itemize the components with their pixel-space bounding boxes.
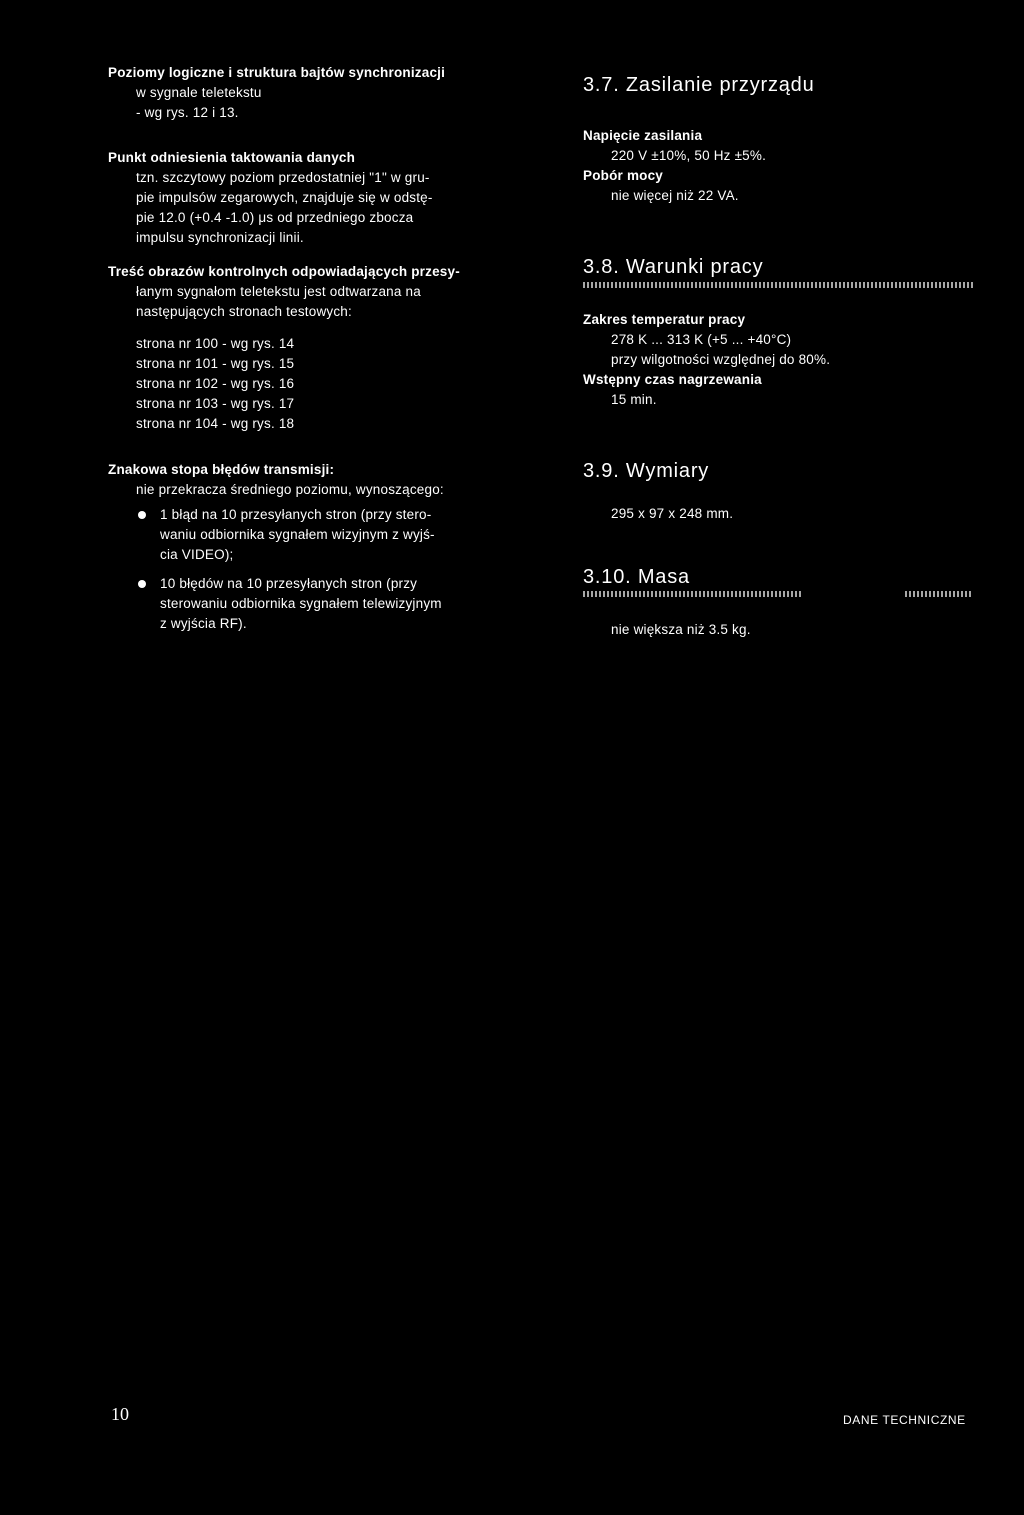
section-3-10 — [583, 564, 690, 590]
bullet-item-rf — [108, 574, 442, 634]
section-error-rate — [108, 460, 444, 500]
text-line: cia VIDEO); — [160, 547, 234, 562]
section-title: 3.8. Warunki pracy — [583, 256, 764, 278]
text-line: 1 błąd na 10 przesyłanych stron (przy stero- — [160, 507, 432, 522]
text-line: waniu odbiornika sygnałem wizyjnym z wyjś- — [160, 527, 435, 542]
bullet-item-video — [108, 505, 435, 565]
value-warmup-time: 15 min. — [611, 392, 657, 407]
dotted-rule — [583, 282, 973, 288]
section-3-7 — [583, 72, 815, 98]
bullet-icon — [138, 511, 146, 519]
text-line: następujących stronach testowych: — [136, 304, 352, 319]
section-test-pages — [108, 262, 460, 322]
text-line: z wyjścia RF). — [160, 616, 247, 631]
text-line: 10 błędów na 10 przesyłanych stron (przy — [160, 576, 418, 591]
section-title: 3.7. Zasilanie przyrządu — [583, 74, 815, 96]
mass-block — [583, 620, 751, 640]
text-line: w sygnale teletekstu — [136, 85, 262, 100]
heading-error-rate: Znakowa stopa błędów transmisji: — [108, 462, 335, 477]
dotted-rule — [583, 591, 803, 597]
heading-logic-levels: Poziomy logiczne i struktura bajtów synchronizacji — [108, 65, 446, 80]
text-line: nie przekracza średniego poziomu, wynoszącego: — [136, 482, 444, 497]
section-title: 3.9. Wymiary — [583, 460, 710, 482]
section-3-8 — [583, 254, 763, 280]
dimensions-block — [583, 504, 733, 524]
list-item: strona nr 100 - wg rys. 14 — [136, 336, 295, 351]
text-line: pie 12.0 (+0.4 -1.0) μs od przedniego zbocza — [136, 210, 414, 225]
section-title: 3.10. Masa — [583, 566, 690, 588]
operating-conditions-block — [583, 310, 830, 410]
text-line: łanym sygnałom teletekstu jest odtwarzana na — [136, 284, 421, 299]
list-item: strona nr 104 - wg rys. 18 — [136, 416, 295, 431]
value-supply-voltage: 220 V ±10%, 50 Hz ±5%. — [611, 148, 767, 163]
power-supply-block — [583, 126, 766, 206]
text-line: pie impulsów zegarowych, znajduje się w odstę- — [136, 190, 433, 205]
text-line: tzn. szczytowy poziom przedostatniej "1" w gru- — [136, 170, 430, 185]
list-item: strona nr 102 - wg rys. 16 — [136, 376, 295, 391]
page-number: 10 — [111, 1404, 129, 1424]
heading-test-pages: Treść obrazów kontrolnych odpowiadających przesy- — [108, 264, 460, 279]
bullet-icon — [138, 580, 146, 588]
label-power-consumption: Pobór mocy — [583, 168, 664, 183]
list-item: strona nr 101 - wg rys. 15 — [136, 356, 295, 371]
heading-timing-reference: Punkt odniesienia taktowania danych — [108, 150, 356, 165]
list-item: strona nr 103 - wg rys. 17 — [136, 396, 295, 411]
test-pages-list — [108, 334, 294, 434]
footer-section-label: DANE TECHNICZNE — [843, 1413, 966, 1427]
text-line: impulsu synchronizacji linii. — [136, 230, 304, 245]
label-supply-voltage: Napięcie zasilania — [583, 128, 703, 143]
value-mass: nie większa niż 3.5 kg. — [611, 622, 751, 637]
value-humidity: przy wilgotności względnej do 80%. — [611, 352, 831, 367]
dotted-rule — [905, 591, 971, 597]
value-temperature-range: 278 K ... 313 K (+5 ... +40°C) — [611, 332, 792, 347]
text-line: - wg rys. 12 i 13. — [136, 105, 239, 120]
section-timing-reference — [108, 148, 433, 248]
text-line: sterowaniu odbiornika sygnałem telewizyjnym — [160, 596, 442, 611]
label-temperature-range: Zakres temperatur pracy — [583, 312, 746, 327]
value-dimensions: 295 x 97 x 248 mm. — [611, 506, 734, 521]
value-power-consumption: nie więcej niż 22 VA. — [611, 188, 739, 203]
label-warmup-time: Wstępny czas nagrzewania — [583, 372, 762, 387]
section-logic-levels — [108, 63, 445, 123]
section-3-9 — [583, 458, 709, 484]
